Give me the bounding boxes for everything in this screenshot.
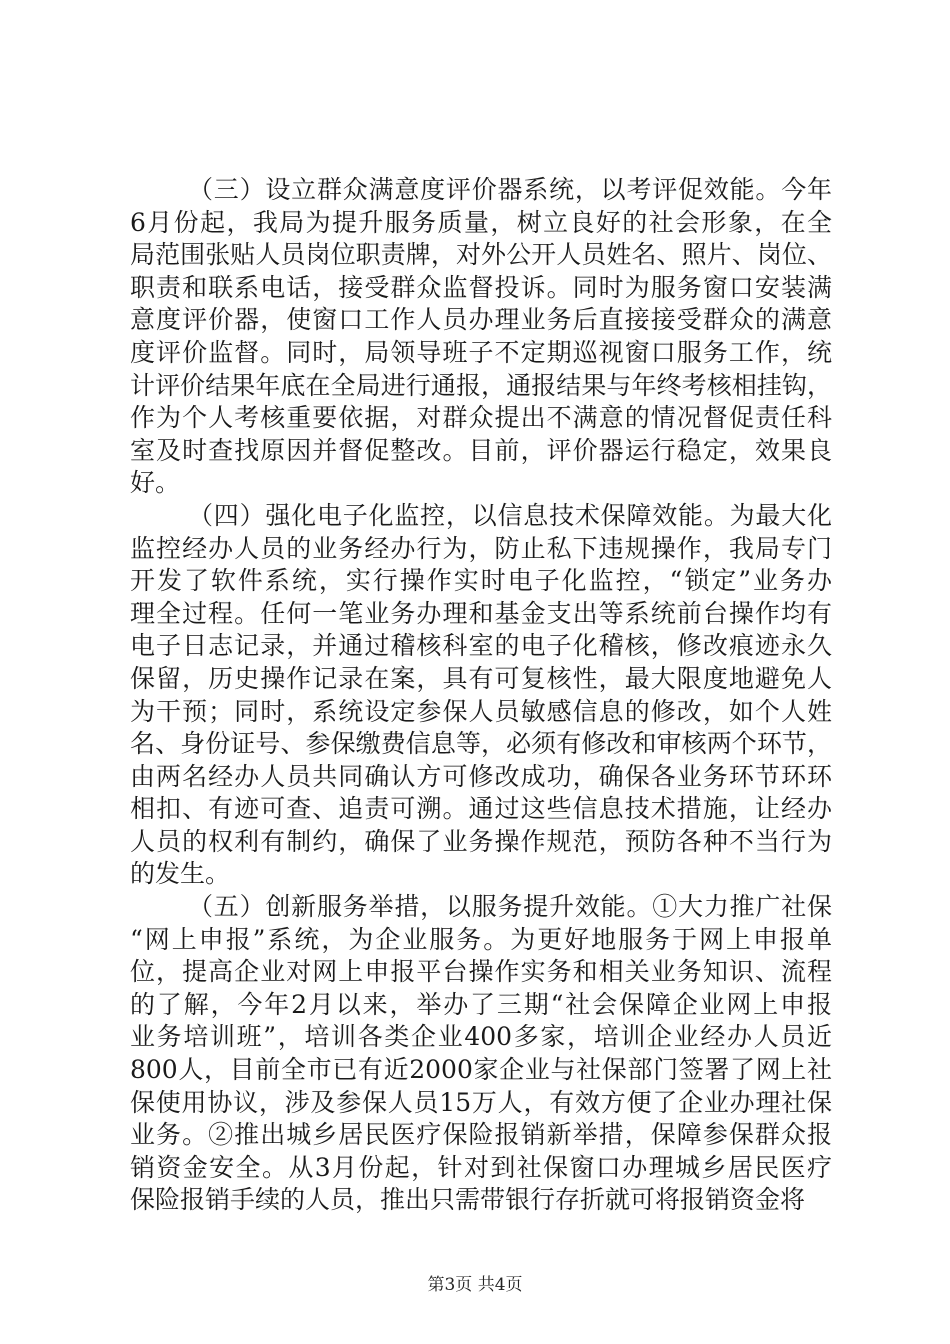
text-line: 名、身份证号、参保缴费信息等，必须有修改和审核两个环节，: [130, 729, 832, 759]
paragraph-section-5: [130, 891, 832, 1217]
text-line: （三）设立群众满意度评价器系统，以考评促效能。今年: [188, 175, 832, 204]
text-line: 保留，历史操作记录在案，具有可复核性，最大限度地避免人: [130, 663, 832, 693]
document-body: [130, 174, 832, 1217]
text-line: （四）强化电子化监控，以信息技术保障效能。为最大化: [188, 500, 832, 530]
text-line: 销资金安全。从3月份起，针对到社保窗口办理城乡居民医疗: [130, 1152, 832, 1182]
text-line: 理全过程。任何一笔业务办理和基金支出等系统前台操作均有: [130, 598, 832, 628]
text-line: 计评价结果年底在全局进行通报，通报结果与年终考核相挂钩，: [130, 370, 832, 400]
text-line: 保险报销手续的人员，推出只需带银行存折就可将报销资金将: [130, 1185, 806, 1215]
text-line: “网上申报”系统，为企业服务。为更好地服务于网上申报单: [130, 924, 832, 954]
text-line: 开发了软件系统，实行操作实时电子化监控，“锁定”业务办: [130, 566, 832, 596]
text-line: 的发生。: [130, 859, 231, 889]
text-line: 由两名经办人员共同确认方可修改成功，确保各业务环节环环: [130, 761, 832, 791]
text-line: 6月份起，我局为提升服务质量，树立良好的社会形象，在全: [130, 207, 832, 237]
text-line: 800人，目前全市已有近2000家企业与社保部门签署了网上社: [130, 1055, 832, 1085]
text-line: 好。: [130, 468, 181, 498]
text-line: 电子日志记录，并通过稽核科室的电子化稽核，修改痕迹永久: [130, 631, 832, 661]
text-line: 相扣、有迹可查、追责可溯。通过这些信息技术措施，让经办: [130, 794, 832, 824]
text-line: 监控经办人员的业务经办行为，防止私下违规操作，我局专门: [130, 533, 832, 563]
text-line: 为干预；同时，系统设定参保人员敏感信息的修改，如个人姓: [130, 696, 832, 726]
paragraph-section-3: [130, 174, 832, 500]
text-line: 室及时查找原因并督促整改。目前，评价器运行稳定，效果良: [130, 435, 832, 465]
text-line: 人员的权利有制约，确保了业务操作规范，预防各种不当行为: [130, 826, 832, 856]
text-line: 意度评价器，使窗口工作人员办理业务后直接接受群众的满意: [130, 305, 832, 335]
page-footer: 第3页 共4页: [427, 1275, 523, 1295]
text-line: 位，提高企业对网上申报平台操作实务和相关业务知识、流程: [130, 957, 832, 987]
text-line: （五）创新服务举措，以服务提升效能。①大力推广社保: [188, 892, 832, 922]
paragraph-section-4: [130, 500, 832, 891]
text-line: 保使用协议，涉及参保人员15万人，有效方便了企业办理社保: [130, 1087, 832, 1117]
text-line: 作为个人考核重要依据，对群众提出不满意的情况督促责任科: [130, 403, 832, 433]
text-line: 局范围张贴人员岗位职责牌，对外公开人员姓名、照片、岗位、: [130, 240, 832, 270]
text-line: 业务培训班”，培训各类企业400多家，培训企业经办人员近: [130, 1022, 832, 1052]
text-line: 的了解，今年2月以来，举办了三期“社会保障企业网上申报: [130, 989, 832, 1019]
text-line: 职责和联系电话，接受群众监督投诉。同时为服务窗口安装满: [130, 272, 832, 302]
text-line: 业务。②推出城乡居民医疗保险报销新举措，保障参保群众报: [130, 1120, 832, 1150]
text-line: 度评价监督。同时，局领导班子不定期巡视窗口服务工作，统: [130, 337, 832, 367]
